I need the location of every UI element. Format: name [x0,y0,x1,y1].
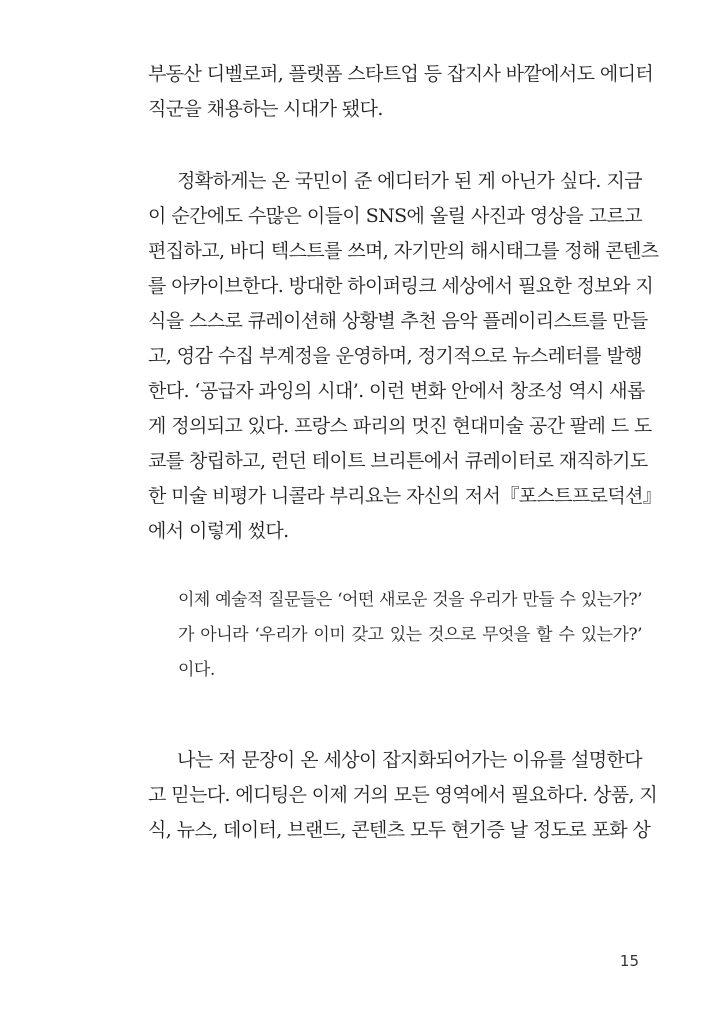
paragraph-2-line-2: 이 순간에도 수많은 이들이 SNS에 올릴 사진과 영상을 고르고 [148,205,642,227]
paragraph-2-line-9: 쿄를 창립하고, 런던 테이트 브리튼에서 큐레이터로 재직하기도 [148,450,648,472]
paragraph-2-line-6: 고, 영감 수집 부계정을 운영하며, 정기적으로 뉴스레터를 발행 [148,345,642,367]
paragraph-3-line-2: 고 믿는다. 에디팅은 이제 거의 모든 영역에서 필요하다. 상품, 지 [148,784,658,806]
quote-line-1: 이제 예술적 질문들은 ‘어떤 새로운 것을 우리가 만들 수 있는가?’ [178,590,642,610]
paragraph-1-line-2: 직군을 채용하는 시대가 됐다. [148,98,383,120]
paragraph-2-line-8: 게 정의되고 있다. 프랑스 파리의 멋진 현대미술 공간 팔레 드 도 [148,415,652,437]
paragraph-1-line-1: 부동산 디벨로퍼, 플랫폼 스타트업 등 잡지사 바깥에서도 에디터 [148,63,654,85]
page-number: 15 [619,952,639,970]
paragraph-2-line-10: 한 미술 비평가 니콜라 부리요는 자신의 저서『포스트프로덕션』 [148,485,662,507]
quote-line-2: 가 아니라 ‘우리가 이미 갖고 있는 것으로 무엇을 할 수 있는가?’ [178,625,642,645]
paragraph-2-line-1: 정확하게는 온 국민이 준 에디터가 된 게 아닌가 싶다. 지금 [177,170,642,192]
paragraph-3-line-3: 식, 뉴스, 데이터, 브랜드, 콘텐츠 모두 현기증 날 정도로 포화 상 [148,819,651,841]
paragraph-2-line-7: 한다. ‘공급자 과잉의 시대’. 이런 변화 안에서 창조성 역시 새롭 [148,380,645,402]
quote-line-3: 이다. [178,660,215,680]
paragraph-3-line-1: 나는 저 문장이 온 세상이 잡지화되어가는 이유를 설명한다 [177,749,642,771]
paragraph-2-line-4: 를 아카이브한다. 방대한 하이퍼링크 세상에서 필요한 정보와 지 [148,275,654,297]
paragraph-2-line-3: 편집하고, 바디 텍스트를 쓰며, 자기만의 해시태그를 정해 콘텐츠 [148,240,659,262]
paragraph-2-line-11: 에서 이렇게 썼다. [148,520,289,542]
paragraph-2-line-5: 식을 스스로 큐레이션해 상황별 추천 음악 플레이리스트를 만들 [148,310,648,332]
